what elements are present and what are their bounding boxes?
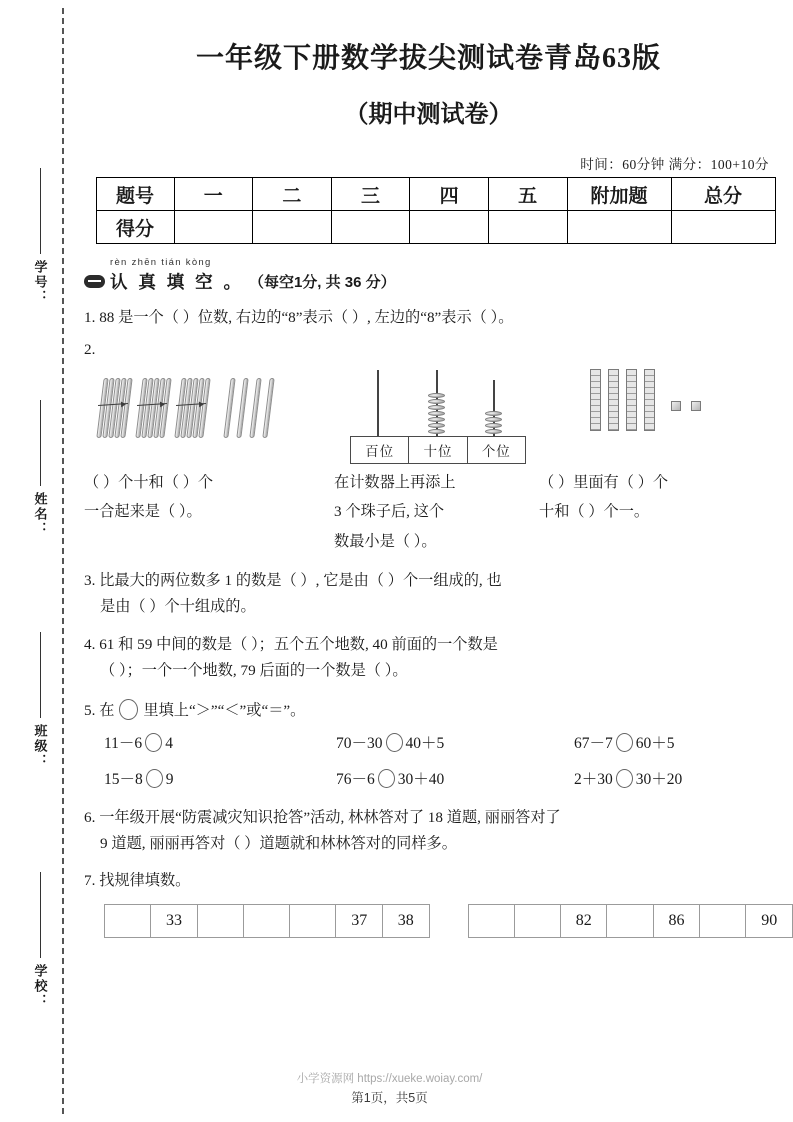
comparison-item (574, 767, 774, 789)
pattern-table-left (104, 904, 430, 938)
question-2-text (84, 468, 793, 557)
write-rule (40, 632, 41, 718)
footer-page-number: 第1页，共5页 (351, 1091, 428, 1105)
question-2-number: 2. (84, 341, 96, 359)
compare-circle-icon[interactable] (145, 733, 162, 752)
comparison-right: 40＋5 (405, 734, 445, 752)
section-number-one-icon (84, 275, 105, 288)
place-value-counter-figure (350, 368, 526, 464)
pattern-cell[interactable]: 33 (151, 905, 198, 938)
unit-cube-icon (691, 401, 701, 411)
footer-site-url: 小学资源网 https://xueke.woiay.com/ (296, 1073, 483, 1085)
bead-icon (485, 423, 502, 428)
question-4 (84, 632, 793, 685)
score-table-col-bonus: 附加题 (567, 178, 671, 211)
question-5-expressions (104, 731, 793, 789)
q2c-line-1: （ ）里面有（ ）个 (539, 473, 669, 491)
question-2-figures (78, 366, 793, 466)
q2b-line-3: 数最小是（ ）。 (334, 532, 437, 550)
q2a-line-1: （ ）个十和（ ）个 (84, 473, 214, 491)
ten-rod-icon (590, 369, 601, 431)
loose-sticks-icon (227, 378, 279, 443)
stick-bundles-figure (100, 378, 279, 443)
ten-rod-icon (626, 369, 637, 431)
margin-label-name: 姓名： (32, 492, 48, 537)
comparison-right: 4 (165, 734, 173, 752)
comparison-left: 67－7 (574, 734, 613, 752)
margin-field-class (20, 632, 60, 774)
margin-label-school: 学校： (32, 964, 48, 1009)
question-6 (84, 805, 793, 858)
bead-icon (428, 399, 445, 404)
compare-circle-icon[interactable] (616, 733, 633, 752)
margin-field-school (20, 872, 60, 1014)
page-footer (0, 1070, 793, 1106)
q3-line-1: 3. 比最大的两位数多 1 的数是（ ）, 它是由（ ）个一组成的, 也 (84, 571, 502, 589)
score-table-col-2: 二 (253, 178, 332, 211)
q2c-line-2: 十和（ ）个一。 (539, 503, 650, 521)
q3-line-2: 是由（ ）个十组成的。 (100, 598, 256, 616)
question-5-prompt (84, 698, 793, 725)
place-label-hundreds: 百位 (351, 437, 409, 463)
comparison-left: 2＋30 (574, 770, 613, 788)
left-margin (0, 0, 78, 1122)
q6-line-1: 6. 一年级开展“防震减灾知识抢答”活动, 林林答对了 18 道题, 丽丽答对了 (84, 808, 561, 826)
page-subtitle: （期中测试卷） (344, 102, 513, 128)
q6-line-2: 9 道题, 丽丽再答对（ ）道题就和林林答对的同样多。 (100, 835, 457, 853)
section-title: 认 真 填 空 。 (110, 271, 244, 292)
q2b-line-1: 在计数器上再添上 (334, 473, 456, 491)
pattern-cell[interactable] (197, 905, 243, 938)
compare-circle-icon[interactable] (616, 769, 633, 788)
score-cell-total[interactable] (671, 211, 775, 244)
score-cell-2[interactable] (253, 211, 332, 244)
pattern-cell[interactable] (290, 905, 336, 938)
question-3 (84, 568, 793, 621)
question-7-tables (104, 904, 793, 938)
compare-circle-icon (119, 699, 138, 720)
bead-icon (428, 429, 445, 434)
question-7: 7. 找规律填数。 (84, 871, 191, 889)
question-2-column-a (84, 468, 334, 557)
margin-label-class: 班级： (32, 724, 48, 769)
table-row-question-numbers (96, 178, 775, 211)
score-table-row-label-score: 得分 (96, 211, 174, 244)
comparison-item (104, 767, 336, 789)
comparison-left: 11－6 (104, 734, 143, 752)
base-ten-blocks-figure (590, 369, 701, 431)
score-table-row-label-number: 题号 (96, 178, 174, 211)
question-2-column-c (539, 468, 779, 557)
comparison-item (336, 731, 574, 753)
score-cell-5[interactable] (488, 211, 567, 244)
bead-icon (428, 411, 445, 416)
q4-line-2: （ ）；一个一个地数, 79 后面的一个数是（ ）。 (100, 662, 408, 680)
section-one-header (84, 258, 793, 294)
comparison-right: 9 (165, 770, 174, 788)
q2b-line-2: 3 个珠子后, 这个 (334, 503, 445, 521)
place-label-ones: 个位 (468, 437, 526, 463)
q2a-line-2: 一合起来是（ ）。 (84, 503, 202, 521)
score-table-col-5: 五 (488, 178, 567, 211)
comparison-left: 15－8 (104, 770, 143, 788)
bead-icon (485, 411, 502, 416)
score-cell-1[interactable] (174, 211, 253, 244)
bead-icon (485, 417, 502, 422)
bead-icon (428, 423, 445, 428)
stick-bundle-icon (139, 378, 169, 443)
exam-meta: 时间：60分钟 满分：100+10分 (580, 157, 769, 172)
place-label-tens: 十位 (409, 437, 467, 463)
comparison-item (104, 731, 336, 753)
comparison-left: 76－6 (336, 770, 375, 788)
pattern-cell[interactable] (243, 905, 289, 938)
pattern-cell[interactable] (105, 905, 151, 938)
score-cell-3[interactable] (331, 211, 410, 244)
score-table (96, 177, 776, 244)
bead-icon (485, 429, 502, 434)
pattern-cell[interactable]: 82 (560, 905, 607, 938)
write-rule (40, 872, 41, 958)
margin-field-student-id (20, 168, 60, 310)
page-title: 一年级下册数学拔尖测试卷青岛63版 (195, 43, 661, 74)
bead-icon (428, 417, 445, 422)
pattern-cell[interactable]: 90 (746, 905, 793, 938)
compare-circle-icon[interactable] (378, 769, 395, 788)
q5-prompt-start: 5. 在 (84, 701, 115, 719)
counter-place-labels (350, 436, 526, 464)
counter-rods (350, 368, 526, 436)
question-2-column-b (334, 468, 539, 557)
table-row (468, 905, 793, 938)
stick-bundle-icon (100, 378, 130, 443)
margin-label-student-id: 学号： (32, 260, 48, 305)
cut-dashed-line (62, 8, 64, 1114)
section-pinyin: rèn zhēn tián kòng (110, 257, 212, 268)
score-cell-bonus[interactable] (567, 211, 671, 244)
pattern-cell[interactable]: 86 (653, 905, 700, 938)
counter-rod-hundreds (377, 370, 379, 436)
comparison-right: 30＋20 (635, 770, 683, 788)
comparison-item (336, 767, 574, 789)
write-rule (40, 400, 41, 486)
comparison-right: 30＋40 (397, 770, 445, 788)
comparison-left: 70－30 (336, 734, 383, 752)
q5-prompt-end: 里填上“＞”“＜”或“＝”。 (143, 701, 306, 719)
pattern-table-right (468, 904, 793, 938)
score-table-col-total: 总分 (671, 178, 775, 211)
bead-icon (428, 393, 445, 398)
score-table-col-1: 一 (174, 178, 253, 211)
section-score-note: （每空1分, 共 36 分） (248, 273, 396, 291)
pattern-cell[interactable]: 38 (382, 905, 429, 938)
stick-bundle-icon (178, 378, 208, 443)
margin-field-name (20, 400, 60, 542)
ten-rod-icon (608, 369, 619, 431)
ten-rod-icon (644, 369, 655, 431)
bead-icon (428, 405, 445, 410)
table-row (105, 905, 430, 938)
unit-cube-icon (671, 401, 681, 411)
question-1: 1. 88 是一个（ ）位数, 右边的“8”表示（ ）, 左边的“8”表示（ ）。 (84, 308, 514, 326)
score-table-col-4: 四 (410, 178, 489, 211)
q4-line-1: 4. 61 和 59 中间的数是（ ）；五个五个地数, 40 前面的一个数是 (84, 635, 498, 653)
compare-circle-icon[interactable] (146, 769, 163, 788)
comparison-item (574, 731, 774, 753)
score-cell-4[interactable] (410, 211, 489, 244)
write-rule (40, 168, 41, 254)
pattern-cell[interactable] (468, 905, 514, 938)
pattern-cell[interactable] (514, 905, 560, 938)
exam-page (78, 0, 793, 1122)
compare-circle-icon[interactable] (386, 733, 403, 752)
score-table-col-3: 三 (331, 178, 410, 211)
comparison-right: 60＋5 (635, 734, 675, 752)
pattern-cell[interactable] (700, 905, 746, 938)
pattern-cell[interactable] (607, 905, 653, 938)
pattern-cell[interactable]: 37 (336, 905, 383, 938)
table-row-scores (96, 211, 775, 244)
